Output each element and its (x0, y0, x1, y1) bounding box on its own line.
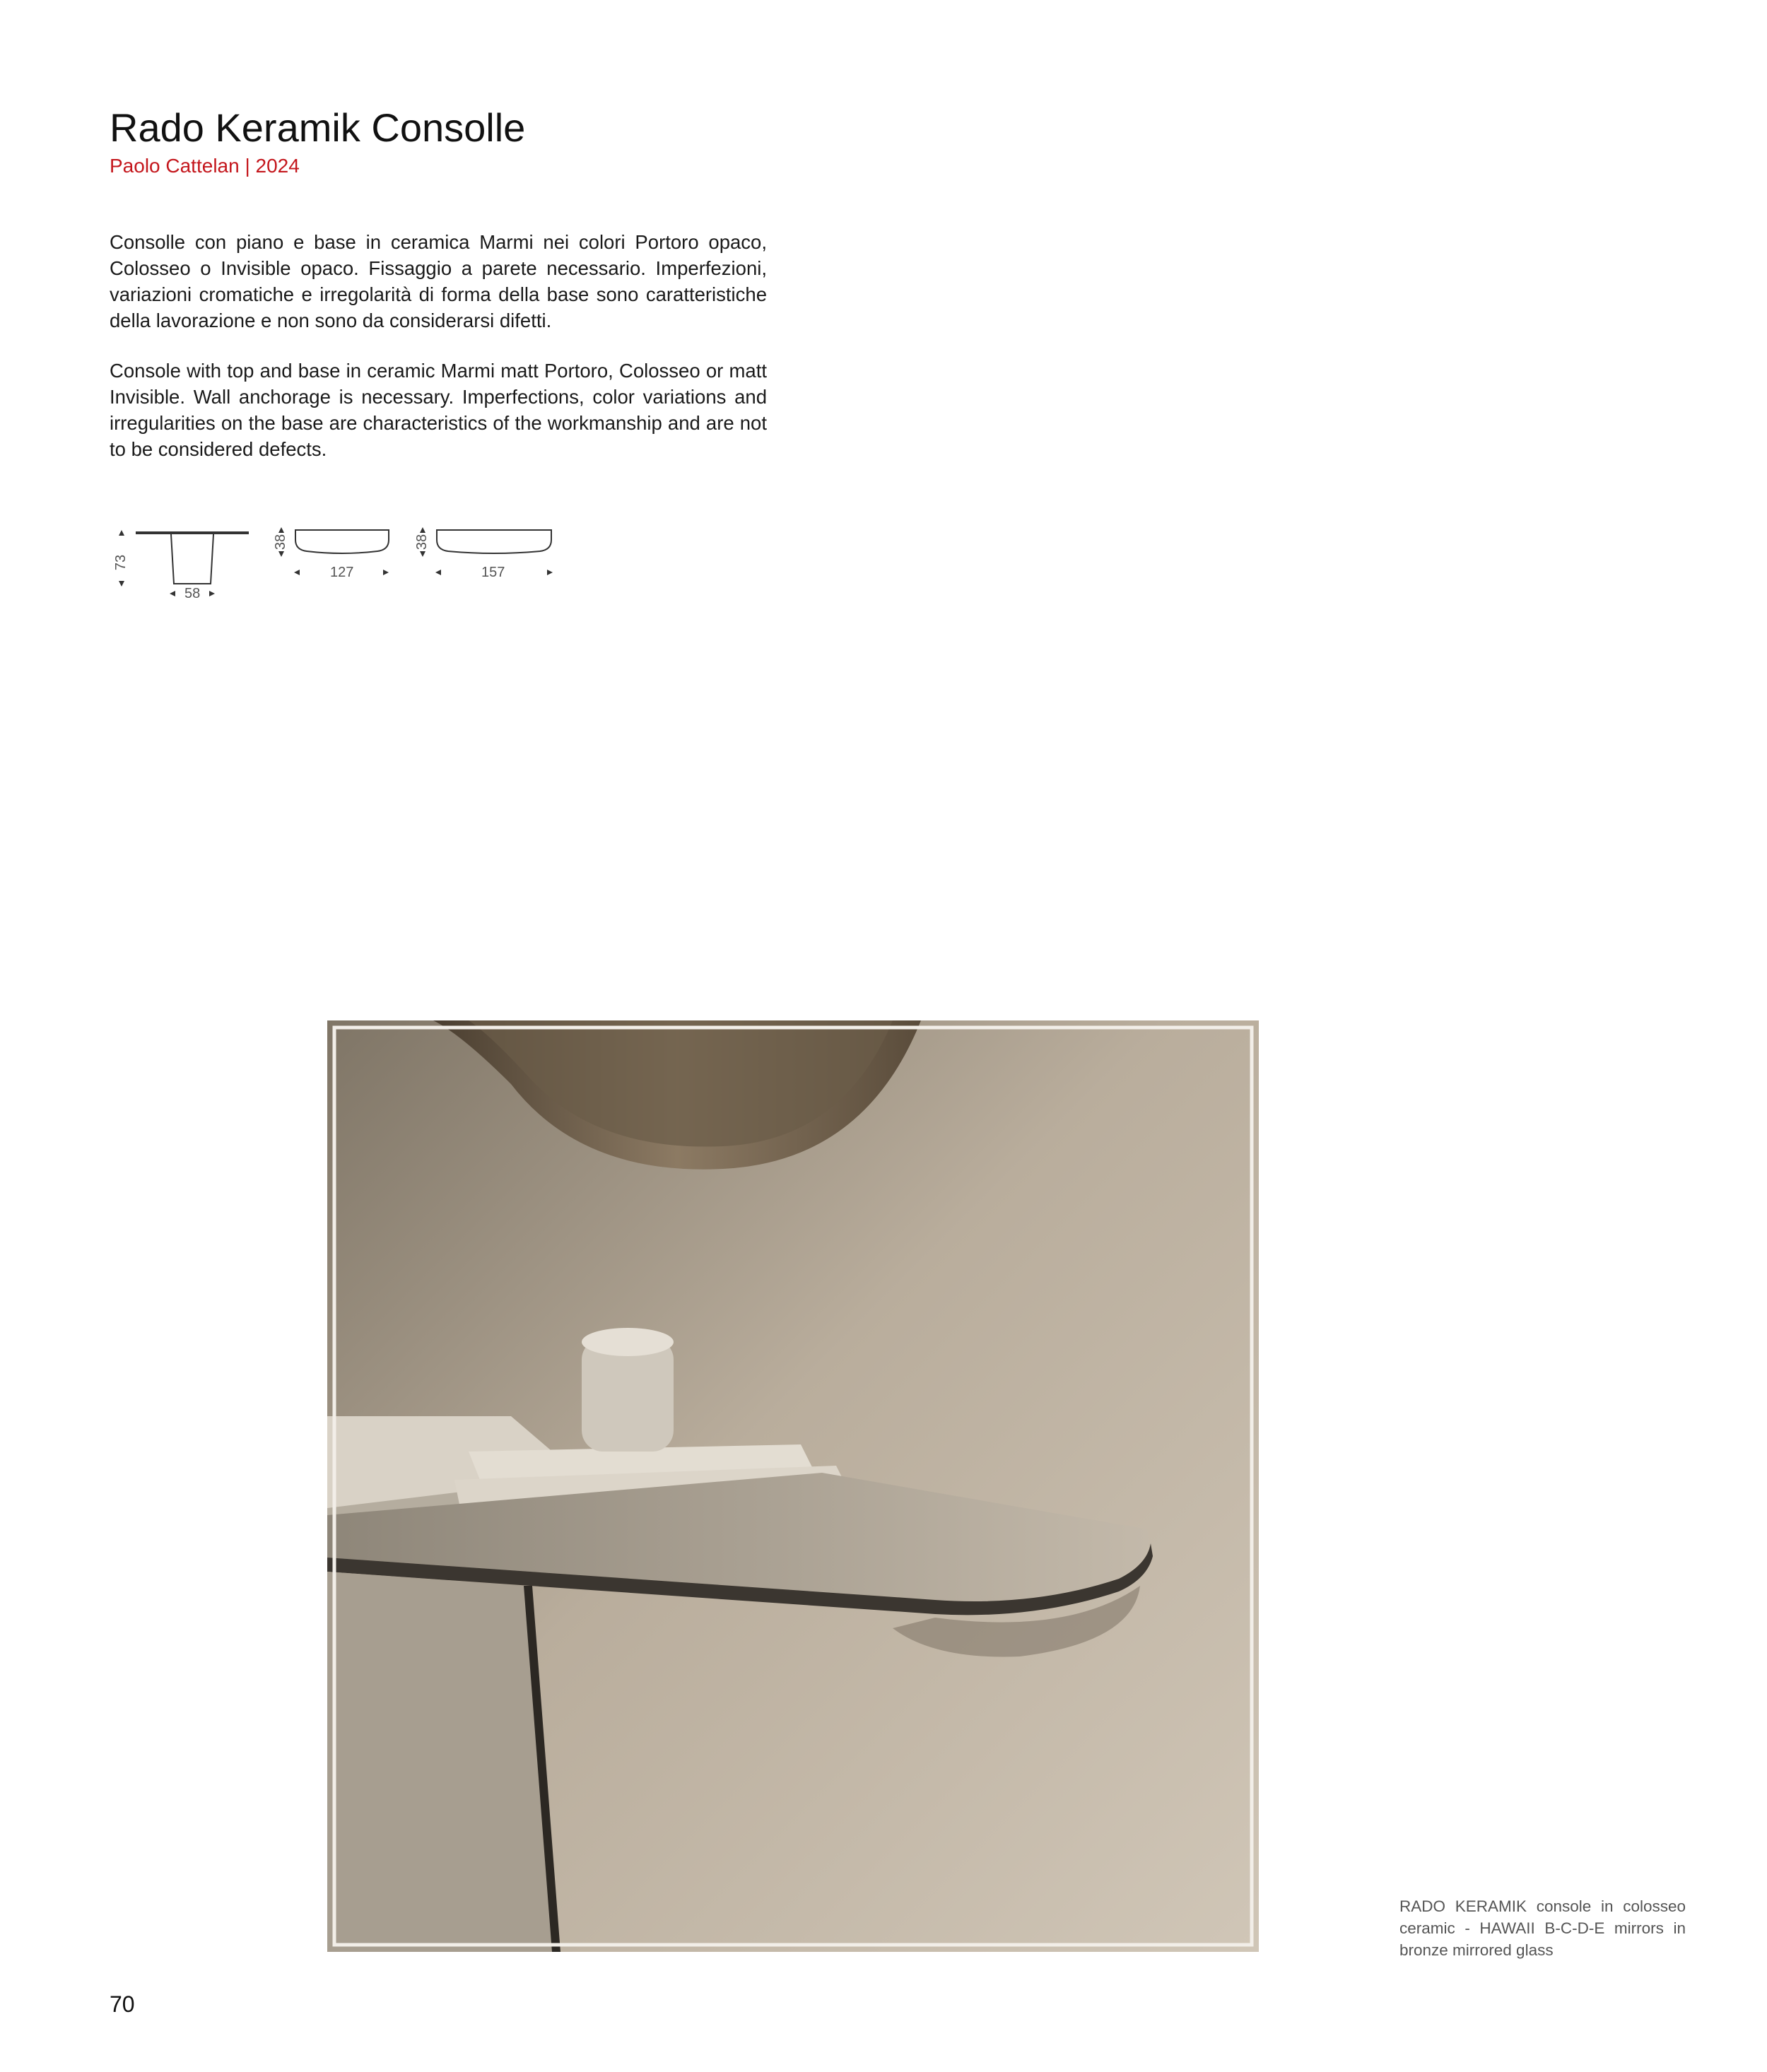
dimension-drawings (99, 516, 580, 615)
front-height-label: 73 (113, 554, 129, 571)
small-width-label: 127 (330, 565, 354, 580)
large-depth-label: 38 (414, 534, 430, 551)
small-depth-label: 38 (273, 534, 289, 551)
photo-caption: RADO KERAMIK console in colosseo ceramic - HAWAII B-C-D-E mirrors in bronze mirrored glass (1399, 1897, 1686, 1959)
page-number: 70 (110, 1991, 135, 2017)
designer-year: Paolo Cattelan | 2024 (110, 155, 300, 177)
large-width-label: 157 (481, 565, 505, 580)
description-italian: Consolle con piano e base in ceramica Marmi nei colori Portoro opaco, Colosseo o Invisible opaco. Fissaggio a parete necessario. Imperfezioni, variazioni cromatiche e irregolarità di forma della base sono caratteristiche della lavorazione e non sono da considerarsi difetti. (110, 231, 767, 331)
description-english: Console with top and base in ceramic Marmi matt Portoro, Colosseo or matt Invisible. Wall anchorage is necessary. Imperfections, color variations and irregularities on the base are characteristics of the workmanship and are not to be considered defects. (110, 360, 767, 460)
product-photo (327, 1020, 1259, 1952)
page-title: Rado Keramik Consolle (110, 105, 526, 150)
front-depth-label: 58 (184, 586, 201, 601)
